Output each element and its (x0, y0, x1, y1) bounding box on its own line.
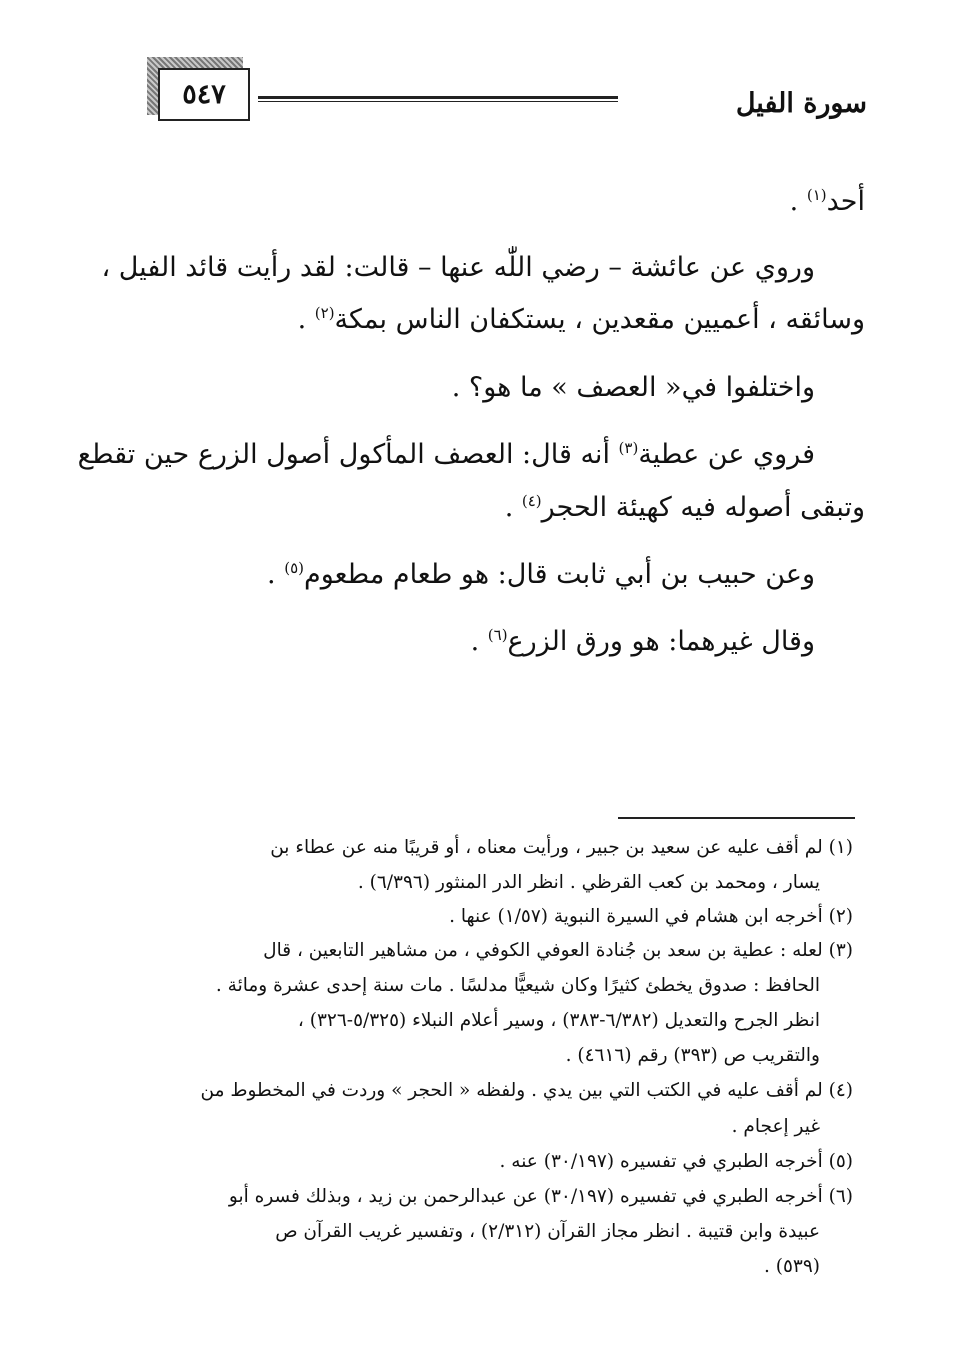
footnote-line: والتقريب ص (٣٩٣) رقم (٤٦١٦) . (565, 1045, 820, 1066)
body-line (452, 368, 815, 408)
body-text: وقال غيرهما: هو ورق الزرع (507, 626, 815, 657)
footnote-line: عبيدة وابن قتيبة . انظر مجاز القرآن (٢/٣١٢) ، وتفسير غريب القرآن ص (275, 1221, 820, 1242)
body-line (267, 555, 815, 595)
footnote-line: يسار ، ومحمد بن كعب القرظي . انظر الدر المنثور (٦/٣٩٦) . (357, 872, 820, 893)
body-text: وسائقه ، أعميين مقعدين ، يستكفان الناس بمكة (334, 304, 865, 335)
footnote-ref: (٣) (618, 439, 639, 457)
body-line (298, 300, 865, 340)
footnote-line: (١) لم أقف عليه عن سعيد بن جبير ، ورأيت معناه ، أو قريبًا منه عن عطاء بن (270, 837, 853, 858)
body-text: . (267, 559, 285, 590)
footnote-line: (٣) لعله : عطية بن سعد بن جُنادة العوفي الكوفي ، من مشاهير التابعين ، قال (263, 940, 853, 961)
footnote-line: (٢) أخرجه ابن هشام في السيرة النبوية (١/٥٧) عنها . (449, 906, 853, 927)
body-text: وعن حبيب بن أبي ثابت قال: هو طعام مطعوم (303, 559, 815, 590)
body-text: واختلفوا في« العصف » ما هو؟ . (451, 372, 815, 403)
footnote-ref: (٥) (284, 559, 304, 577)
body-text: فروي عن عطية (638, 439, 815, 470)
footnote-separator (618, 817, 855, 819)
body-text: أنه قال: العصف المأكول أصول الزرع حين تقطع (77, 439, 619, 470)
body-text: وروي عن عائشة – رضي اللّٰه عنها – قالت: لقد رأيت قائد الفيل ، (101, 252, 815, 283)
body-text: . (789, 186, 807, 217)
body-line (471, 622, 815, 662)
footnote-line: انظر الجرح والتعديل (٦/٣٨٢-٣٨٣) ، وسير أعلام النبلاء (٥/٣٢٥-٣٢٦) ، (297, 1010, 820, 1031)
footnote-ref: (٦) (487, 626, 508, 644)
surah-title: سورة الفيل (735, 88, 867, 119)
footnote-line: (٥٣٩) . (763, 1256, 820, 1277)
body-text: . (470, 626, 488, 657)
body-text: أحد (826, 186, 865, 217)
footnote-line: (٦) أخرجه الطبري في تفسيره (٣٠/١٩٧) عن عبدالرحمن بن زيد ، وبذلك فسره أبو (228, 1186, 853, 1207)
footnote-line: غير إعجام . (731, 1116, 820, 1137)
body-text: . (504, 492, 522, 523)
footnote-ref: (٢) (314, 304, 335, 322)
body-line (505, 488, 865, 528)
footnote-ref: (٤) (521, 492, 542, 510)
page-number: ٥٤٧ (182, 79, 226, 110)
body-text: وتبقى أصوله فيه كهيئة الحجر (541, 492, 865, 523)
body-line (101, 248, 815, 288)
header-rule-thin (258, 101, 618, 102)
footnote-line: (٥) أخرجه الطبري في تفسيره (٣٠/١٩٧) عنه . (499, 1151, 853, 1172)
footnote-line: (٤) لم أقف عليه في الكتب التي بين يدي . ولفظه « الحجر » وردت في المخطوط من (200, 1080, 853, 1101)
body-text: . (297, 304, 315, 335)
page-number-box (158, 68, 250, 121)
footnote-line: الحافظ : صدوق يخطئ كثيرًا وكان شيعيًّا مدلسًا . مات سنة إحدى عشرة ومائة . (215, 975, 820, 996)
body-line (790, 182, 865, 222)
footnote-ref: (١) (806, 186, 827, 204)
header-rule (258, 96, 618, 99)
body-line (78, 435, 815, 475)
